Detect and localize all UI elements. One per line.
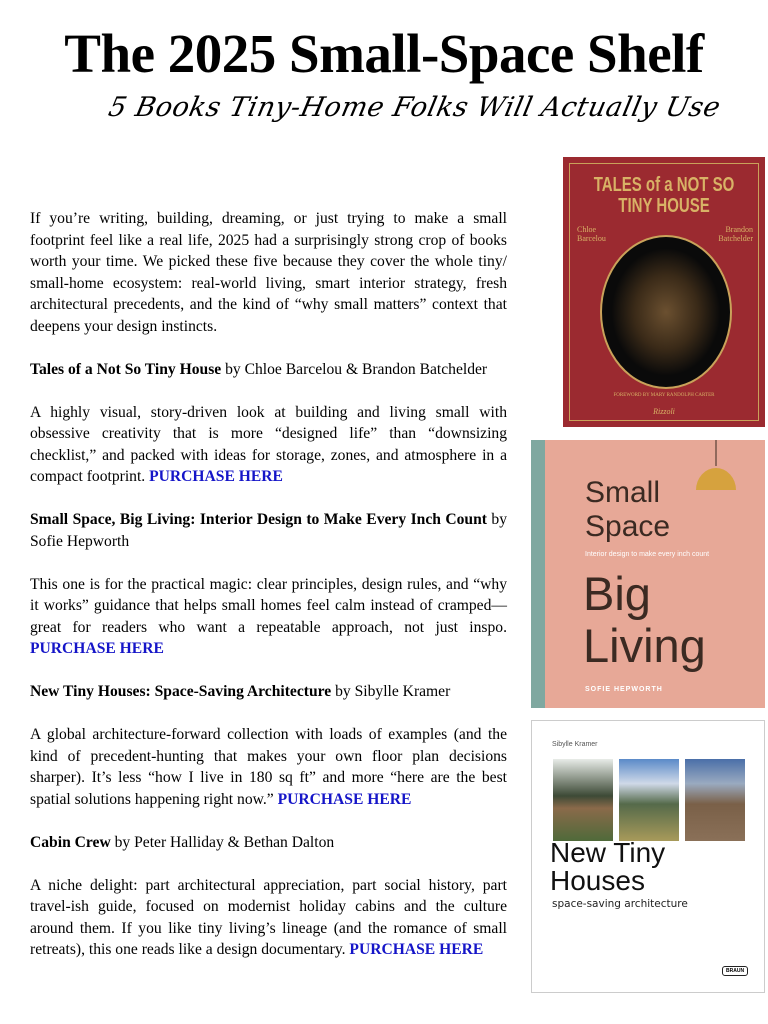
description-text: A global architecture-forward collection with loads of examples (and the kind of precedent-hunting that makes your own floor plan decisions sharper). It’s less “how I live in 180 sq ft” and more “here are the best spatial solutions happening right now.” — [30, 726, 507, 808]
book-description — [30, 402, 507, 488]
cover-illustration — [600, 235, 732, 389]
book-title: Tales of a Not So Tiny House — [30, 360, 222, 378]
book-heading — [30, 509, 507, 552]
book-authors: by Sibylle Kramer — [331, 683, 451, 700]
book-heading — [30, 832, 507, 854]
cover-publisher: Rizzoli — [653, 407, 675, 416]
cover-title: TALES of a NOT SO TINY HOUSE — [593, 174, 735, 217]
description-text: A highly visual, story-driven look at building and living small with obsessive creativity that is more “designed life” than “downsizing checklist,” and packed with ideas for storage, zones, and atmosphere in a compact footprint. — [30, 403, 507, 485]
book-title: Small Space, Big Living: Interior Design to Make Every Inch Count — [30, 511, 487, 528]
description-text: This one is for the practical magic: clear principles, design rules, and “why it works” guidance that helps small homes feel calm instead of cramped—great for readers who want a repeatable approach, not just inspo. — [30, 575, 507, 636]
cover-title-bottom: Big Living — [583, 567, 706, 672]
cover-tagline: Interior design to make every inch count — [585, 551, 710, 558]
cover-author: SOFIE HEPWORTH — [585, 686, 663, 693]
page-subtitle: 5 Books Tiny-Home Folks Will Actually Use — [105, 92, 724, 123]
book-cover-small-space-big-living — [531, 440, 765, 708]
cover-photo — [685, 759, 745, 841]
intro-paragraph: If you’re writing, building, dreaming, or just trying to make a small footprint feel like a real life, 2025 had a surprisingly strong crop of books worth your time. We picked these five because they cover the whole tiny/ small-home ecosystem: real-world living, smart interior strategy, fresh architectural precedents, and the kind of “why small matters” context that deepens your design instincts. — [30, 210, 507, 335]
cover-title: New Tiny Houses — [550, 837, 666, 896]
lamp-icon — [686, 440, 746, 500]
book-description — [30, 875, 507, 961]
book-authors: by Chloe Barcelou & Brandon Batchelder — [221, 360, 488, 378]
cover-foreword: FOREWORD BY MARY RANDOLPH CARTER — [613, 393, 715, 398]
book-description — [30, 574, 507, 660]
cover-author: Brandon Batchelder — [718, 225, 753, 243]
book-cover-new-tiny-houses — [531, 720, 765, 993]
cover-spine — [531, 440, 545, 708]
cover-title-top: Small Space — [585, 476, 671, 543]
book-title: New Tiny Houses: Space-Saving Architecture — [30, 683, 332, 700]
article-body — [30, 208, 507, 982]
purchase-link[interactable]: PURCHASE HERE — [149, 468, 283, 485]
cover-photo — [553, 759, 613, 841]
cover-author: Chloe Barcelou — [577, 225, 606, 243]
book-title: Cabin Crew — [30, 833, 111, 851]
book-authors: by Peter Halliday & Bethan Dalton — [110, 833, 335, 851]
cover-tagline: space-saving architecture — [552, 898, 688, 910]
book-description — [30, 724, 507, 810]
book-heading — [30, 359, 507, 381]
page-title: The 2025 Small-Space Shelf — [64, 23, 704, 84]
book-authors: by Sofie Hepworth — [30, 511, 507, 550]
purchase-link[interactable]: PURCHASE HERE — [277, 790, 412, 808]
cover-author: Sibylle Kramer — [552, 741, 598, 748]
book-cover-tales-of-a-not-so-tiny-house — [563, 157, 765, 427]
cover-publisher-logo: BRAUN — [722, 966, 748, 976]
purchase-link[interactable]: PURCHASE HERE — [30, 640, 164, 657]
cover-photo — [619, 759, 679, 841]
book-heading — [30, 681, 507, 703]
description-text: A niche delight: part architectural appreciation, part social history, part travel-ish guide, focused on modernist holiday cabins and the culture around them. If you like tiny living’s lineage (and the romance of small retreats), this one reads like a design documentary. — [30, 876, 507, 958]
purchase-link[interactable]: PURCHASE HERE — [349, 941, 484, 958]
